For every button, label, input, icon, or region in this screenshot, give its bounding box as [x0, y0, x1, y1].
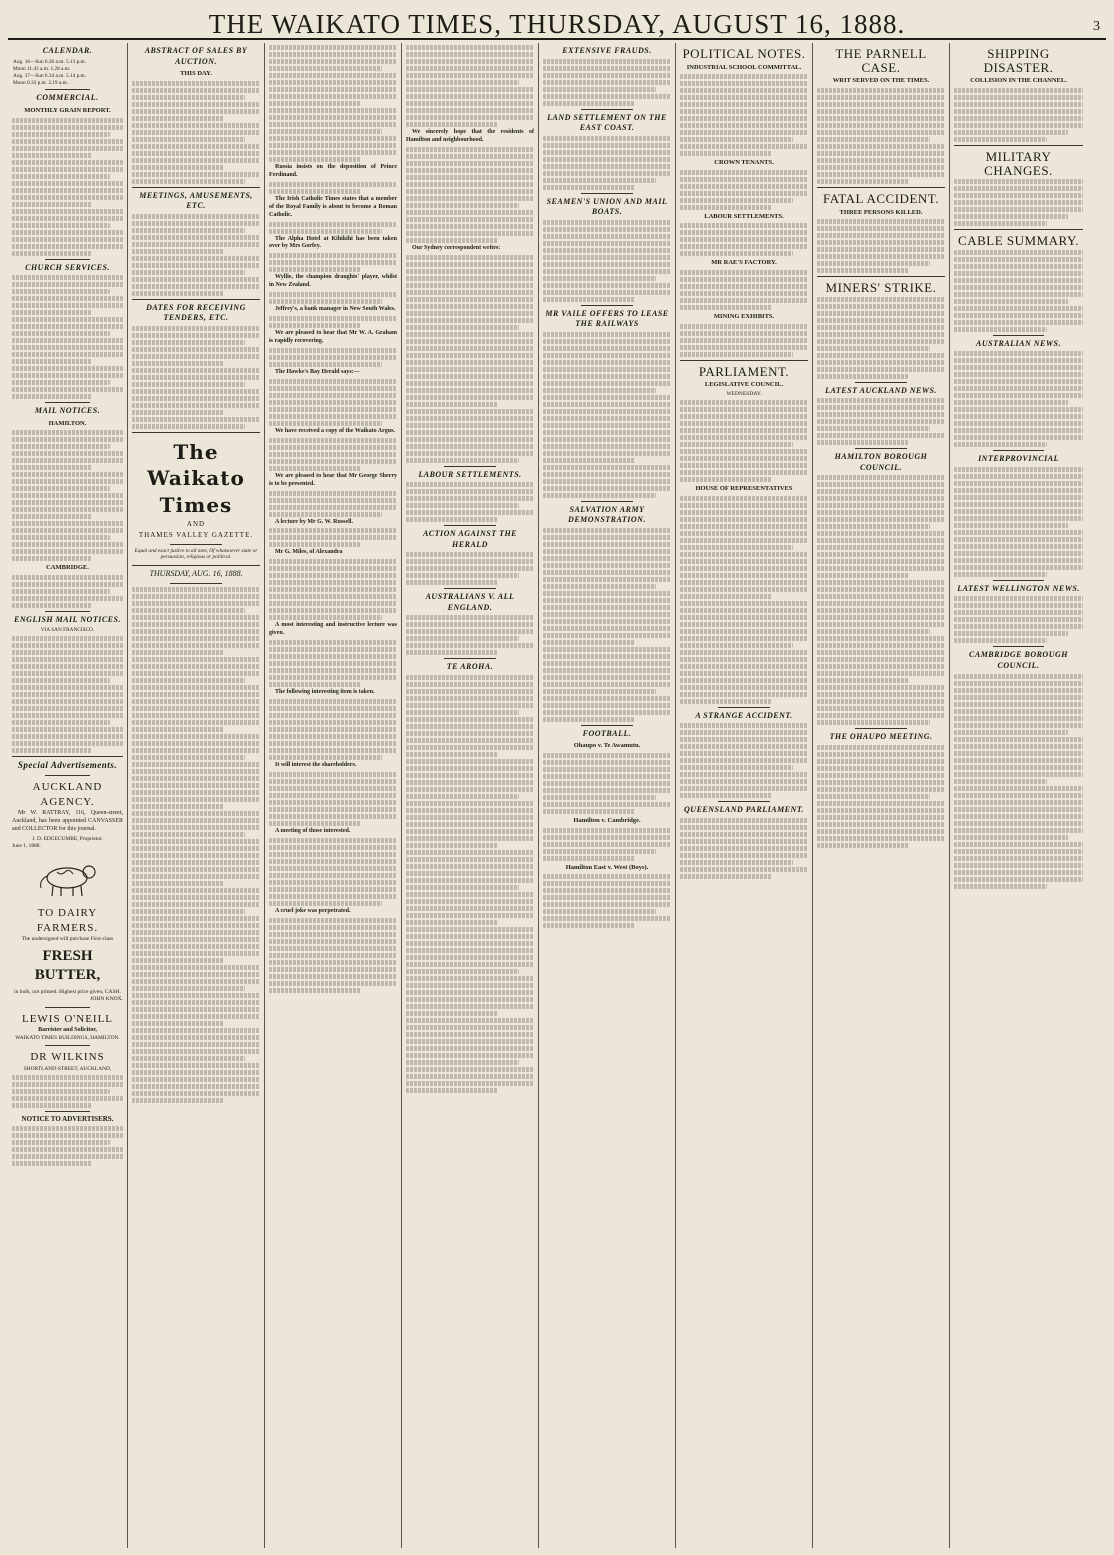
latest-auckland-heading: LATEST AUCKLAND NEWS.: [825, 385, 937, 395]
legislative-council-body: [680, 400, 808, 482]
mr-rae-factory-body: [680, 270, 808, 310]
house-of-reps-heading: HOUSE OF REPRESENTATIVES: [695, 485, 793, 492]
latest-wellington-heading: LATEST WELLINGTON NEWS.: [957, 583, 1080, 593]
column-1: [8, 43, 128, 1548]
news-item-lead: A lecture by Mr G. W. Russell.: [275, 518, 353, 525]
cambridge-council-heading: CAMBRIDGE BOROUGH COUNCIL.: [969, 650, 1068, 670]
shipping-disaster-subheading: COLLISION IN THE CHANNEL.: [970, 77, 1067, 85]
page-number: 3: [1093, 19, 1100, 34]
nameplate-subtitle: THAMES VALLEY GAZETTE.: [138, 531, 254, 540]
hamilton-borough-heading: HAMILTON BOROUGH COUNCIL.: [834, 452, 928, 472]
labour-settlements-sub-body: [680, 223, 808, 256]
commercial-body: [12, 118, 123, 256]
divider: [45, 89, 89, 90]
dairy-terms: in bulk, not printed. Highest price given, CASH.: [14, 989, 121, 996]
action-herald-body: [406, 552, 534, 585]
action-herald-heading: ACTION AGAINST THE HERALD: [422, 529, 518, 549]
news-item-lead: The following interesting item is taken.: [275, 689, 375, 696]
english-mail-heading: ENGLISH MAIL NOTICES.: [14, 614, 121, 624]
dairy-farmers-heading: TO DAIRY FARMERS.: [36, 907, 99, 934]
column-3-body: [269, 45, 397, 993]
nameplate-title: The Waikato Times: [147, 439, 245, 517]
parnell-case-subheading: WRIT SERVED ON THE TIMES.: [832, 77, 930, 85]
divider: [581, 193, 632, 194]
mail-body: [12, 430, 123, 561]
parliament-heading: PARLIAMENT.: [698, 363, 790, 379]
divider: [444, 525, 495, 526]
special-ads-heading: Special Advertisements.: [17, 760, 118, 771]
divider: [45, 775, 89, 776]
divider: [855, 382, 906, 383]
australians-england-heading: AUSTRALIANS V. ALL ENGLAND.: [425, 592, 515, 612]
mining-exhibits-body: [680, 324, 808, 357]
divider: [132, 299, 260, 300]
church-services-heading: CHURCH SERVICES.: [25, 262, 110, 272]
shipping-disaster-heading: SHIPPING DISASTER.: [983, 46, 1054, 75]
divider: [993, 335, 1045, 336]
news-item-lead: We are pleased to hear that Mr W. A. Graham is rapidly recovering.: [269, 330, 397, 344]
dr-wilkins-address: SHORTLAND-STREET, AUCKLAND,: [23, 1065, 112, 1072]
column-4-body: [406, 45, 534, 463]
fresh-butter-heading: FRESH BUTTER,: [34, 947, 101, 984]
te-aroha-heading: TE AROHA.: [446, 662, 494, 672]
hamilton-east-west-heading: Hamilton East v. West (Boys).: [565, 863, 649, 871]
auckland-agency-date: June 1, 1888.: [12, 843, 41, 850]
news-item-lead: Russia insists on the deposition of Prince Ferdinand.: [269, 164, 397, 178]
divider: [855, 728, 906, 729]
divider: [718, 801, 769, 802]
calendar-row: Moon 0.33 p.m. 2.19 a.m.: [13, 79, 69, 86]
strange-accident-body: [680, 723, 808, 798]
fatal-accident-body: [817, 219, 945, 273]
industrial-school-body: [680, 74, 808, 156]
divider: [132, 565, 260, 566]
ohaupo-meeting-body: [817, 745, 945, 848]
nameplate-and: AND: [186, 520, 206, 529]
miners-strike-heading: MINERS' STRIKE.: [825, 280, 937, 296]
land-settlement-body: [543, 136, 671, 190]
strange-accident-heading: A STRANGE ACCIDENT.: [695, 710, 793, 720]
divider: [680, 360, 808, 361]
cambridge-mail-heading: CAMBRIDGE.: [46, 564, 89, 572]
divider: [718, 707, 769, 708]
divider: [170, 544, 221, 545]
news-item-lead: Jeffrey's, a bank manager in New South Wales.: [275, 306, 396, 313]
latest-auckland-body: [817, 398, 945, 445]
labour-settlements-sub-heading: LABOUR SETTLEMENTS.: [704, 212, 784, 220]
vaile-railways-heading: MR VAILE OFFERS TO LEASE THE RAILWAYS: [545, 308, 669, 329]
news-item-lead: A meeting of those interested.: [275, 827, 351, 834]
news-item-lead: Wyllie, the champion draughts' player, whilst in New Zealand.: [269, 274, 397, 289]
auction-sales-heading: ABSTRACT OF SALES BY AUCTION.: [144, 46, 248, 66]
this-day-heading: THIS DAY.: [180, 70, 212, 78]
tenders-body: [132, 326, 260, 429]
queensland-parliament-heading: QUEENSLAND PARLIAMENT.: [684, 805, 804, 815]
divider: [581, 305, 632, 306]
cable-summary-body: [954, 250, 1083, 332]
te-aroha-body: [406, 675, 534, 1093]
divider: [993, 646, 1045, 647]
seamens-union-body: [543, 220, 671, 302]
nameplate-motto: Equal and exact justice to all men, Of whatsoever state or persuasion, religious or political.: [134, 547, 258, 561]
lewis-oneill-heading: LEWIS O'NEILL: [21, 1012, 114, 1025]
divider: [45, 402, 89, 403]
divider: [581, 109, 632, 110]
calendar-heading: CALENDAR.: [42, 46, 93, 55]
column-2: [128, 43, 265, 1548]
leader-date: THURSDAY, AUG. 16, 1888.: [149, 569, 243, 579]
column-8: [950, 43, 1087, 1548]
column-4: [402, 43, 539, 1548]
queensland-parliament-body: [680, 818, 808, 879]
divider: [993, 580, 1045, 581]
crown-tenants-body: [680, 170, 808, 210]
divider: [45, 611, 89, 612]
leader-article-body: [132, 587, 260, 1103]
news-item-lead: Mr G. Miles, of Alexandra: [275, 549, 343, 556]
auckland-agency-signature: J. D. EDGECUMBE, Proprietor.: [32, 836, 103, 843]
australian-news-heading: AUSTRALIAN NEWS.: [976, 338, 1061, 348]
divider: [45, 1007, 89, 1008]
ohaupo-meeting-heading: THE OHAUPO MEETING.: [829, 732, 933, 742]
salvation-army-heading: SALVATION ARMY DEMONSTRATION.: [568, 504, 646, 525]
australians-england-body: [406, 615, 534, 655]
australian-news-body: [954, 351, 1083, 447]
military-changes-body: [954, 179, 1083, 226]
football-heading: FOOTBALL.: [582, 728, 632, 738]
commercial-heading: COMMERCIAL.: [36, 93, 99, 103]
cambridge-mail-body: [12, 575, 123, 608]
house-of-reps-body: [680, 496, 808, 704]
ohaupo-match-body: [543, 753, 671, 814]
parnell-case-heading: THE PARNELL CASE.: [835, 46, 927, 75]
column-6: [676, 43, 813, 1548]
miners-strike-body: [817, 297, 945, 379]
divider: [444, 588, 495, 589]
legislative-day: WEDNESDAY.: [726, 390, 762, 397]
newspaper-nameplate: [132, 439, 260, 562]
calendar-row: Aug. 16—Sun 6.36 a.m. 5.13 p.m.: [13, 58, 86, 65]
meetings-body: [132, 214, 260, 296]
salvation-army-body: [543, 528, 671, 722]
divider: [954, 229, 1083, 230]
divider: [993, 450, 1045, 451]
legislative-council-heading: LEGISLATIVE COUNCIL.: [704, 381, 784, 389]
seamens-union-heading: SEAMEN'S UNION AND MAIL BOATS.: [546, 196, 668, 217]
dairy-intro: The undersigned will purchase First-class: [21, 936, 114, 943]
parnell-case-body: [817, 88, 945, 184]
columns: [8, 43, 1106, 1548]
via-san-francisco: VIA SAN FRANCISCO.: [40, 627, 95, 634]
fatal-accident-heading: FATAL ACCIDENT.: [823, 190, 939, 206]
masthead: [8, 6, 1106, 40]
divider: [170, 583, 221, 584]
crown-tenants-heading: CROWN TENANTS.: [714, 159, 774, 167]
cable-summary-heading: CABLE SUMMARY.: [958, 233, 1079, 249]
news-item-lead: The Hawke's Bay Herald says:—: [275, 368, 360, 375]
church-services-body: [12, 275, 123, 399]
divider: [581, 501, 632, 502]
news-item-lead: We have received a copy of the Waikato Argus.: [275, 427, 395, 434]
divider: [444, 658, 495, 659]
cambridge-council-body: [954, 674, 1083, 889]
mining-exhibits-heading: MINING EXHIBITS.: [713, 312, 775, 320]
extensive-frauds-body: [543, 59, 671, 106]
column-7: [813, 43, 950, 1548]
divider: [132, 432, 260, 433]
mail-notices-heading: MAIL NOTICES.: [34, 406, 101, 416]
calendar-table: [12, 59, 123, 87]
land-settlement-heading: LAND SETTLEMENT ON THE EAST COAST.: [547, 112, 667, 133]
hamilton-mail-heading: HAMILTON.: [48, 419, 87, 427]
divider: [444, 466, 495, 467]
mr-rae-factory-heading: MR RAE'S FACTORY.: [711, 259, 777, 267]
latest-wellington-body: [954, 596, 1083, 643]
news-item-lead: The Irish Catholic Times states that a member of the Royal Family is about to become a Roman Catholic.: [269, 195, 397, 218]
news-item-lead: We are pleased to hear that Mr George Sherry is to be presented.: [269, 472, 397, 487]
dairy-signature: JOHN KNOX.: [90, 996, 123, 1003]
news-item-lead: A most interesting and instructive lecture was given.: [269, 622, 397, 637]
divider: [45, 1045, 89, 1046]
calendar-row: Moon 11.43 a.m. 1.28 a.m.: [13, 65, 71, 72]
news-item-lead: It will interest the shareholders.: [275, 762, 357, 769]
dr-wilkins-body: [12, 1075, 123, 1108]
news-item-lead: The Alpha Hotel at Kihikihi has been taken over by Mrs Gorfey.: [269, 235, 397, 250]
divider: [581, 725, 632, 726]
ohaupo-match-heading: Ohaupo v. Te Awamutu.: [573, 742, 641, 750]
meetings-heading: MEETINGS, AMUSEMENTS, ETC.: [139, 190, 253, 211]
column-3: [265, 43, 402, 1548]
labour-settlements-body: [406, 482, 534, 522]
industrial-school-heading: INDUSTRIAL SCHOOL COMMITTAL.: [686, 63, 802, 71]
divider: [12, 756, 123, 757]
divider: [45, 259, 89, 260]
page-title: THE WAIKATO TIMES, THURSDAY, AUGUST 16, 1888.: [208, 9, 906, 39]
calendar-row: Aug. 17—Sun 6.34 a.m. 5.14 p.m.: [13, 72, 86, 79]
dr-wilkins-heading: DR WILKINS: [30, 1051, 105, 1064]
shipping-disaster-body: [954, 88, 1083, 142]
tenders-heading: DATES FOR RECEIVING TENDERS, ETC.: [146, 302, 246, 323]
notice-advertisers-body: [12, 1126, 123, 1166]
divider: [132, 187, 260, 188]
labour-settlements-heading: LABOUR SETTLEMENTS.: [418, 469, 522, 479]
fatal-accident-subheading: THREE PERSONS KILLED.: [839, 208, 923, 216]
divider: [954, 145, 1083, 146]
cow-illustration-icon: [33, 856, 103, 900]
column-5: [539, 43, 676, 1548]
lewis-oneill-address: WAIKATO TIMES BUILDINGS, HAMILTON.: [15, 1035, 120, 1042]
grain-report-heading: MONTHLY GRAIN REPORT.: [24, 107, 111, 115]
political-notes-heading: POLITICAL NOTES.: [682, 46, 806, 61]
news-item-lead: We sincerely hope that the residents of Hamilton and neighbourhood.: [406, 129, 534, 143]
interprovincial-body: [954, 467, 1083, 577]
news-item-lead: Our Sydney correspondent writes:: [412, 244, 501, 251]
extensive-frauds-heading: EXTENSIVE FRAUDS.: [562, 46, 652, 55]
auction-sales-body: [132, 81, 260, 184]
english-mail-table: [12, 636, 123, 753]
lewis-oneill-title: Barrister and Solicitor,: [38, 1027, 97, 1034]
interprovincial-heading: INTERPROVINCIAL: [978, 454, 1059, 464]
notice-advertisers-heading: NOTICE TO ADVERTISERS.: [21, 1114, 114, 1123]
auckland-agency-heading: AUCKLAND AGENCY.: [32, 781, 103, 808]
military-changes-heading: MILITARY CHANGES.: [984, 148, 1053, 178]
divider: [817, 187, 945, 188]
hamilton-east-west-body: [543, 874, 671, 928]
divider: [45, 1111, 89, 1112]
hamilton-cambridge-body: [543, 828, 671, 861]
hamilton-borough-body: [817, 475, 945, 725]
news-item-lead: A cruel joke was perpetrated.: [275, 907, 351, 914]
divider: [855, 448, 906, 449]
hamilton-cambridge-heading: Hamilton v. Cambridge.: [573, 817, 641, 825]
divider: [817, 276, 945, 277]
auckland-agency-body: Mr W. RATTRAY, 116, Queen-street, Auckland, has been appointed CANVASSER and COLLECTOR for this journal.: [12, 810, 123, 833]
vaile-railways-body: [543, 332, 671, 498]
